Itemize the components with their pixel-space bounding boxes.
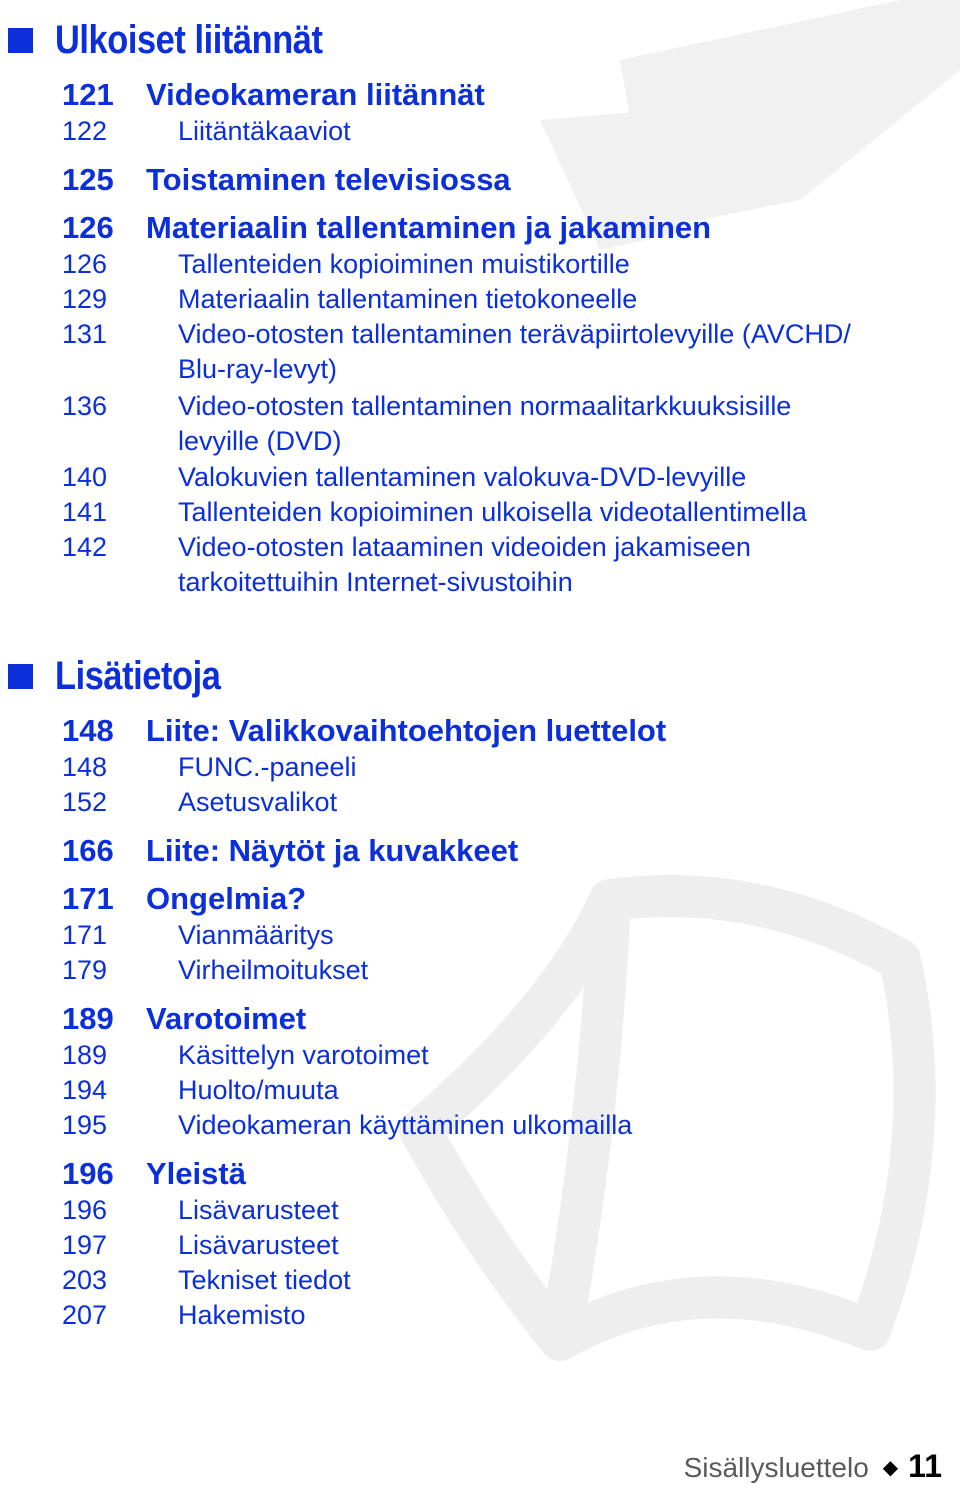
page-ref: 141 bbox=[62, 497, 108, 527]
entry-title-continuation: tarkoitettuihin Internet-sivustoihin bbox=[178, 567, 573, 597]
page-ref: 194 bbox=[62, 1075, 108, 1105]
entry-title bbox=[178, 785, 337, 820]
entry-title-continuation: levyille (DVD) bbox=[178, 426, 342, 456]
entry-title-line: Toistaminen televisiossa bbox=[146, 162, 511, 197]
entry-title-line: Videokameran käyttäminen ulkomailla bbox=[178, 1110, 633, 1140]
entry-title bbox=[178, 953, 368, 988]
toc-chapter-entry[interactable] bbox=[62, 210, 942, 246]
entry-title bbox=[178, 460, 746, 495]
page-ref: 129 bbox=[62, 284, 108, 314]
page-ref: 196 bbox=[62, 1156, 114, 1191]
entry-title bbox=[178, 247, 630, 282]
page-ref: 140 bbox=[62, 462, 108, 492]
page-ref: 179 bbox=[62, 955, 108, 985]
entry-title bbox=[178, 1108, 632, 1143]
page-footer bbox=[684, 1448, 942, 1485]
entry-title-line: Huolto/muuta bbox=[178, 1075, 339, 1105]
entry-title bbox=[146, 881, 306, 917]
entry-title-line: Hakemisto bbox=[178, 1300, 306, 1330]
entry-title bbox=[178, 530, 751, 600]
page-ref: 166 bbox=[62, 833, 114, 868]
page-ref: 126 bbox=[62, 249, 108, 279]
entry-title bbox=[178, 1263, 351, 1298]
entry-title-line: Käsittelyn varotoimet bbox=[178, 1040, 429, 1070]
entry-title-line: Liite: Näytöt ja kuvakkeet bbox=[146, 833, 519, 868]
entry-title-line: Virheilmoitukset bbox=[178, 955, 369, 985]
section-title: Ulkoiset liitännät bbox=[55, 17, 323, 62]
entry-title-line: Liitäntäkaaviot bbox=[178, 116, 351, 146]
toc-chapter-entry[interactable] bbox=[62, 713, 942, 749]
entry-title bbox=[146, 713, 666, 749]
entry-title bbox=[178, 750, 357, 785]
entry-title-line: Video-otosten tallentaminen normaalitarkkuuksisille bbox=[178, 391, 792, 421]
footer-label: Sisällysluettelo bbox=[683, 1452, 869, 1483]
page-ref: 122 bbox=[62, 116, 108, 146]
entry-title bbox=[146, 1001, 306, 1037]
page-ref: 148 bbox=[62, 713, 114, 748]
entry-title-line: Asetusvalikot bbox=[178, 787, 338, 817]
page-ref: 148 bbox=[62, 752, 108, 782]
page-ref: 171 bbox=[62, 920, 108, 950]
square-bullet-icon bbox=[8, 664, 33, 689]
entry-title bbox=[146, 833, 518, 869]
page-ref: 126 bbox=[62, 210, 114, 245]
page-ref: 207 bbox=[62, 1300, 108, 1330]
page-ref: 121 bbox=[62, 77, 114, 112]
entry-title-line: Lisävarusteet bbox=[178, 1195, 339, 1225]
entry-title-line: Materiaalin tallentaminen ja jakaminen bbox=[146, 210, 712, 245]
page-number: 11 bbox=[908, 1448, 942, 1484]
entry-title-line: Valokuvien tallentaminen valokuva-DVD-levyille bbox=[178, 462, 747, 492]
entry-title-line: Lisävarusteet bbox=[178, 1230, 339, 1260]
entry-title bbox=[178, 317, 851, 387]
toc-chapter-entry[interactable] bbox=[62, 162, 942, 198]
entry-title bbox=[146, 1156, 246, 1192]
page-ref: 131 bbox=[62, 319, 108, 349]
entry-title bbox=[178, 1228, 339, 1263]
page-ref: 189 bbox=[62, 1040, 108, 1070]
entry-title-line: FUNC.-paneeli bbox=[178, 752, 357, 782]
entry-title-line: Video-otosten lataaminen videoiden jakamiseen bbox=[178, 532, 751, 562]
diamond-icon: ◆ bbox=[882, 1457, 899, 1479]
toc-chapter-entry[interactable] bbox=[62, 1156, 942, 1192]
entry-title bbox=[146, 77, 485, 113]
toc-chapter-entry[interactable] bbox=[62, 833, 942, 869]
entry-title-continuation: Blu-ray-levyt) bbox=[178, 354, 338, 384]
entry-title bbox=[178, 389, 791, 459]
square-bullet-icon bbox=[8, 28, 33, 53]
page-ref: 142 bbox=[62, 532, 108, 562]
entry-title bbox=[146, 162, 511, 198]
section-heading bbox=[8, 652, 247, 700]
section-heading bbox=[8, 16, 366, 64]
page-ref: 125 bbox=[62, 162, 114, 197]
entry-title-line: Ongelmia? bbox=[146, 881, 307, 916]
entry-title bbox=[178, 1038, 429, 1073]
entry-title-line: Tekniset tiedot bbox=[178, 1265, 351, 1295]
page-ref: 171 bbox=[62, 881, 114, 916]
entry-title-line: Materiaalin tallentaminen tietokoneelle bbox=[178, 284, 638, 314]
entry-title-line: Tallenteiden kopioiminen muistikortille bbox=[178, 249, 630, 279]
page-ref: 196 bbox=[62, 1195, 108, 1225]
entry-title bbox=[178, 282, 637, 317]
page-ref: 197 bbox=[62, 1230, 108, 1260]
entry-title bbox=[146, 210, 711, 246]
entry-title-line: Varotoimet bbox=[146, 1001, 307, 1036]
entry-title bbox=[178, 1193, 339, 1228]
page-ref: 195 bbox=[62, 1110, 108, 1140]
toc-chapter-entry[interactable] bbox=[62, 1001, 942, 1037]
entry-title bbox=[178, 114, 351, 149]
toc-chapter-entry[interactable] bbox=[62, 77, 942, 113]
entry-title bbox=[178, 1298, 306, 1333]
entry-title-line: Tallenteiden kopioiminen ulkoisella videotallentimella bbox=[178, 497, 807, 527]
page-ref: 189 bbox=[62, 1001, 114, 1036]
entry-title-line: Liite: Valikkovaihtoehtojen luettelot bbox=[146, 713, 667, 748]
entry-title-line: Yleistä bbox=[146, 1156, 246, 1191]
page-ref: 136 bbox=[62, 391, 108, 421]
page-ref: 203 bbox=[62, 1265, 108, 1295]
toc-chapter-entry[interactable] bbox=[62, 881, 942, 917]
entry-title bbox=[178, 495, 807, 530]
entry-title bbox=[178, 918, 334, 953]
entry-title bbox=[178, 1073, 339, 1108]
entry-title-line: Vianmääritys bbox=[178, 920, 334, 950]
section-title: Lisätietoja bbox=[55, 653, 221, 698]
entry-title-line: Videokameran liitännät bbox=[146, 77, 485, 112]
page-ref: 152 bbox=[62, 787, 108, 817]
entry-title-line: Video-otosten tallentaminen teräväpiirtolevyille (AVCHD/ bbox=[178, 319, 851, 349]
